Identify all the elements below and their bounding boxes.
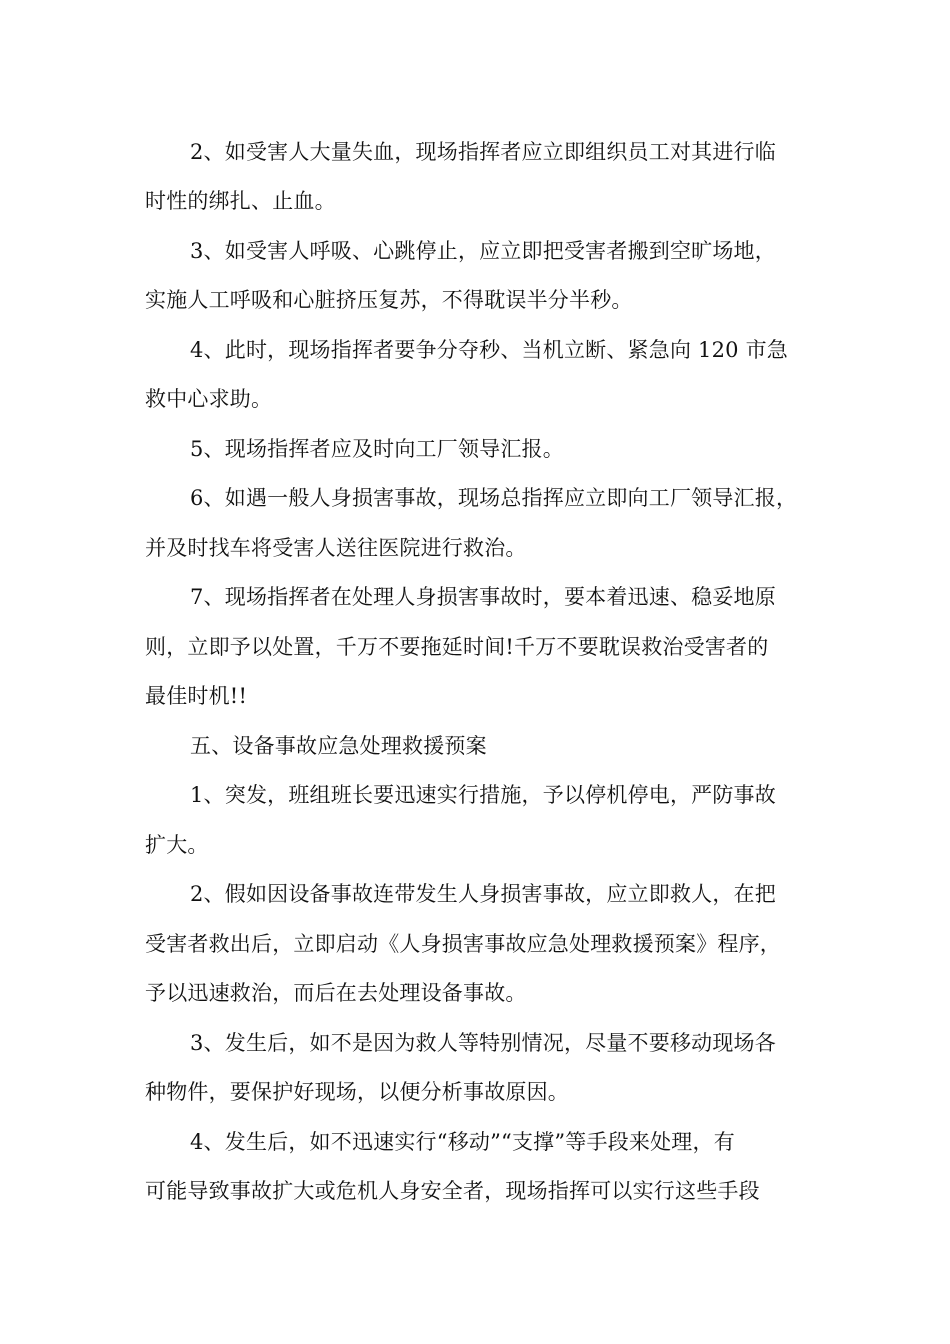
paragraph-line: 3、如受害人呼吸、心跳停止，应立即把受害者搬到空旷场地， — [190, 239, 776, 263]
paragraph-line: 最佳时机!! — [145, 684, 248, 708]
paragraph-line: 时性的绑扎、止血。 — [145, 189, 336, 213]
paragraph-line: 4、此时，现场指挥者要争分夺秒、当机立断、紧急向 120 市急 — [190, 338, 788, 362]
paragraph-line: 6、如遇一般人身损害事故，现场总指挥应立即向工厂领导汇报， — [190, 486, 798, 510]
paragraph-line: 则，立即予以处置，千万不要拖延时间!千万不要耽误救治受害者的 — [145, 635, 769, 659]
paragraph-line: 4、发生后，如不迅速实行“移动”“支撑”等手段来处理，有 — [190, 1130, 735, 1154]
paragraph-line: 1、突发，班组班长要迅速实行措施，予以停机停电，严防事故 — [190, 783, 776, 807]
paragraph-line: 3、发生后，如不是因为救人等特别情况，尽量不要移动现场各 — [190, 1031, 776, 1055]
paragraph-line: 可能导致事故扩大或危机人身安全者，现场指挥可以实行这些手段 — [145, 1179, 760, 1203]
paragraph-line: 受害者救出后，立即启动《人身损害事故应急处理救援预案》程序， — [145, 932, 781, 956]
paragraph-line: 2、假如因设备事故连带发生人身损害事故，应立即救人，在把 — [190, 882, 776, 906]
paragraph-line: 救中心求助。 — [145, 387, 273, 411]
paragraph-line: 扩大。 — [145, 833, 209, 857]
paragraph-line: 种物件，要保护好现场，以便分析事故原因。 — [145, 1080, 569, 1104]
paragraph-line: 7、现场指挥者在处理人身损害事故时，要本着迅速、稳妥地原 — [190, 585, 776, 609]
section-heading: 五、设备事故应急处理救援预案 — [190, 734, 487, 758]
paragraph-line: 2、如受害人大量失血，现场指挥者应立即组织员工对其进行临 — [190, 140, 776, 164]
paragraph-line: 实施人工呼吸和心脏挤压复苏，不得耽误半分半秒。 — [145, 288, 633, 312]
paragraph-line: 5、现场指挥者应及时向工厂领导汇报。 — [190, 437, 564, 461]
paragraph-line: 并及时找车将受害人送往医院进行救治。 — [145, 536, 527, 560]
paragraph-line: 予以迅速救治，而后在去处理设备事故。 — [145, 981, 527, 1005]
